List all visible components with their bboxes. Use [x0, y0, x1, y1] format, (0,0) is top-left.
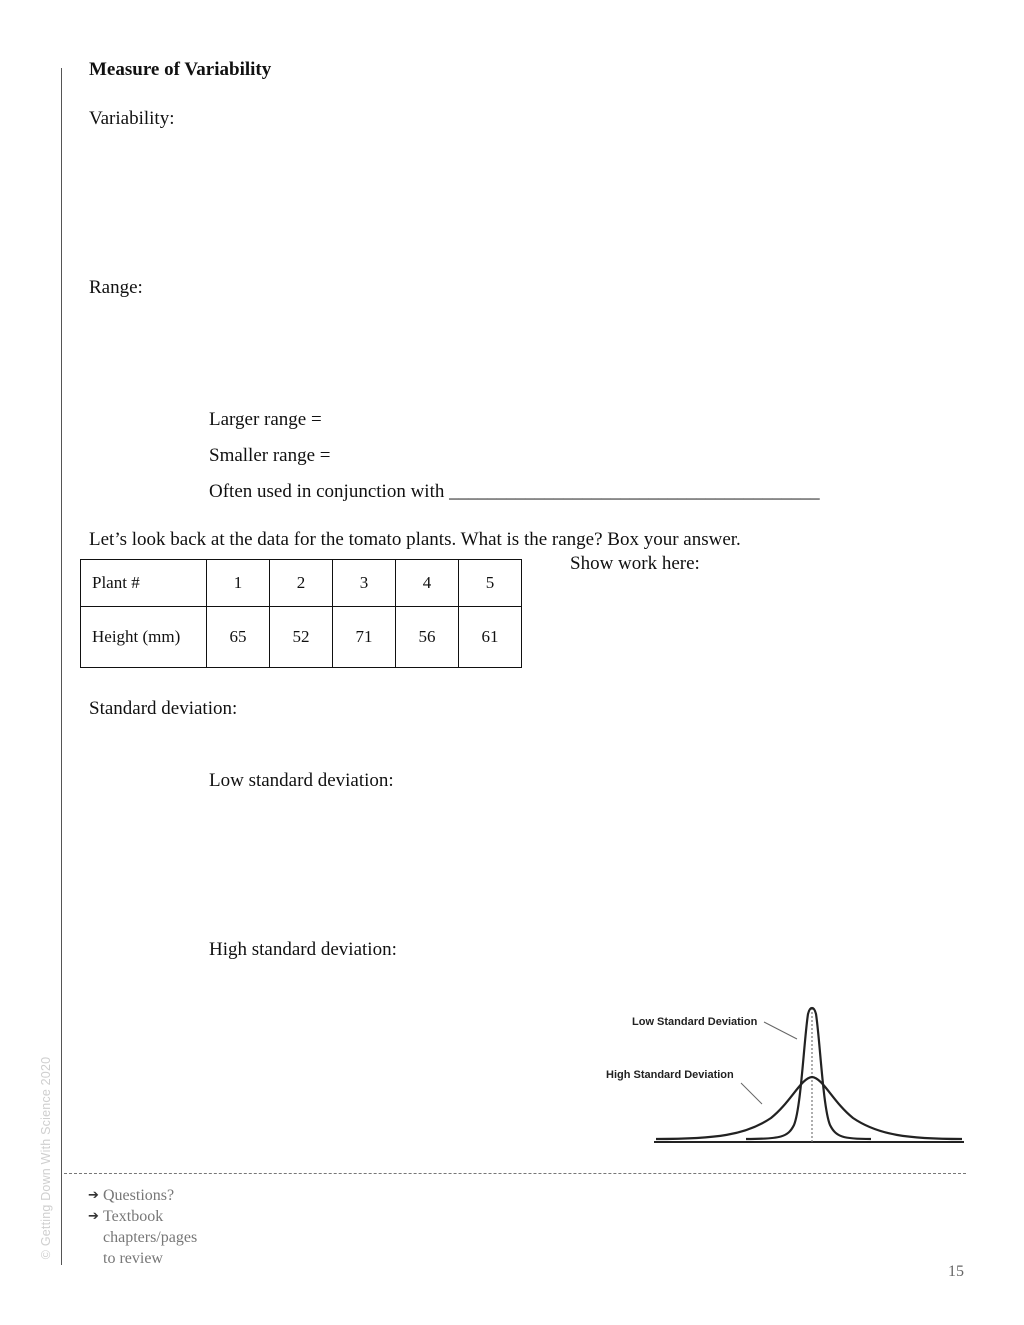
range-label: Range:: [89, 277, 143, 298]
table-cell: 65: [207, 607, 270, 668]
review-notes: [88, 1185, 197, 1269]
arrow-right-icon: ➔: [88, 1188, 99, 1203]
table-cell: 5: [459, 560, 522, 607]
arrow-right-icon: ➔: [88, 1209, 99, 1224]
page-number: 15: [948, 1263, 964, 1280]
textbook-note-line3: to review: [103, 1250, 163, 1267]
table-cell: 4: [396, 560, 459, 607]
list-item: [88, 1206, 197, 1227]
table-cell: 71: [333, 607, 396, 668]
tomato-question: Let’s look back at the data for the tomato plants. What is the range? Box your answer.: [89, 529, 741, 550]
page-title: Measure of Variability: [89, 59, 272, 80]
table-row: [81, 560, 522, 607]
table-row-header: Plant #: [81, 560, 207, 607]
high-label-pointer: [741, 1083, 762, 1104]
questions-note: Questions?: [103, 1187, 175, 1204]
figure-high-label: High Standard Deviation: [606, 1069, 734, 1081]
conjunction-blank: Often used in conjunction with _______________________________________: [209, 481, 820, 502]
table-row: [81, 607, 522, 668]
standard-deviation-label: Standard deviation:: [89, 698, 238, 719]
copyright-text: © Getting Down With Science 2020: [39, 1056, 53, 1260]
table-cell: 3: [333, 560, 396, 607]
textbook-note-line2: chapters/pages: [103, 1229, 198, 1246]
table-cell: 56: [396, 607, 459, 668]
table-cell: 2: [270, 560, 333, 607]
table-cell: 52: [270, 607, 333, 668]
tomato-data-table: [80, 559, 522, 668]
figure-low-label: Low Standard Deviation: [632, 1016, 758, 1028]
high-std-curve: [656, 1077, 962, 1139]
low-label-pointer: [764, 1022, 797, 1039]
std-deviation-figure: [596, 1000, 968, 1150]
show-work-label: Show work here:: [570, 553, 700, 574]
low-std-curve: [746, 1008, 871, 1139]
footer-divider: [64, 1173, 966, 1174]
smaller-range-label: Smaller range =: [209, 445, 331, 466]
list-item: [88, 1185, 197, 1206]
table-cell: 61: [459, 607, 522, 668]
larger-range-label: Larger range =: [209, 409, 322, 430]
variability-label: Variability:: [89, 108, 175, 129]
table-cell: 1: [207, 560, 270, 607]
left-margin-rule: [61, 68, 62, 1265]
low-std-label: Low standard deviation:: [209, 770, 394, 791]
high-std-label: High standard deviation:: [209, 939, 397, 960]
table-row-header: Height (mm): [81, 607, 207, 668]
textbook-note: Textbook: [103, 1208, 164, 1225]
